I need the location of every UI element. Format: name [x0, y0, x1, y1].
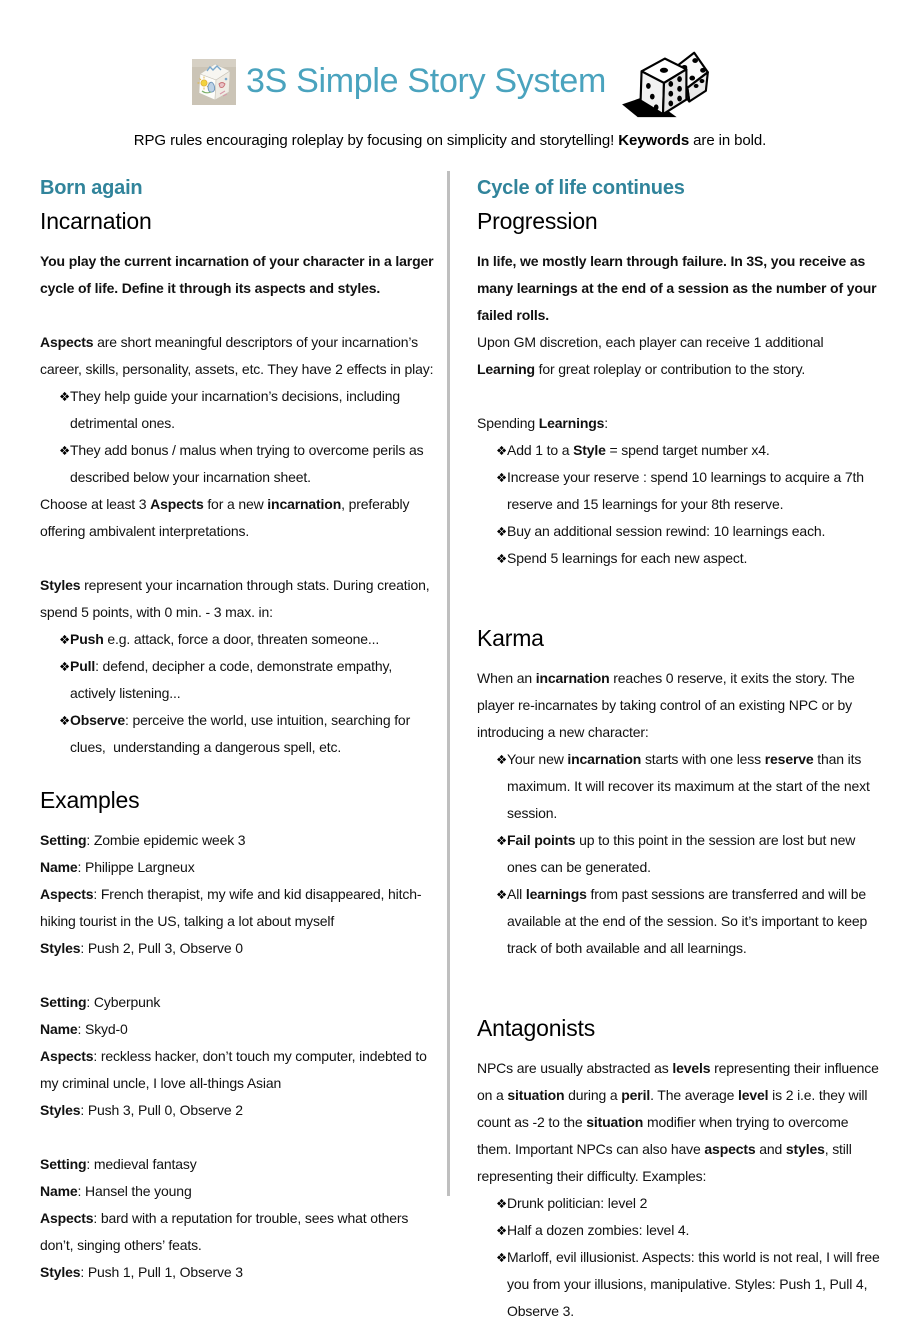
text-run: Add 1 to a	[507, 442, 574, 458]
bullet-text	[507, 545, 882, 572]
keyword-bold: levels	[672, 1060, 711, 1076]
bullet-text	[507, 1244, 882, 1325]
text-run: : medieval fantasy	[86, 1156, 197, 1172]
keyword-bold: Name	[40, 859, 78, 875]
bullet-item	[40, 707, 440, 761]
subsection-heading: Examples	[40, 787, 140, 813]
text-run: represent your incarnation through stats. During creation, spend 5 points, with 0 min. - 3 max. in:	[40, 577, 434, 620]
keyword-bold: Styles	[40, 1264, 81, 1280]
text-run: Spending	[477, 415, 539, 431]
diamond-bullet-icon: ❖	[496, 551, 508, 566]
diamond-bullet-icon: ❖	[496, 524, 508, 539]
text-run: e.g. attack, force a door, threaten someone...	[103, 631, 380, 647]
keyword-bold: incarnation	[535, 670, 610, 686]
text-run: They help guide your incarnation’s decisions, including detrimental ones.	[70, 388, 404, 431]
document-subtitle	[0, 132, 900, 149]
dice-clipart-icon	[618, 44, 708, 120]
bullet-text	[70, 626, 440, 653]
bullet-item	[40, 653, 440, 707]
paragraph	[40, 1097, 440, 1124]
blank-line	[477, 572, 882, 599]
keyword-bold: Setting	[40, 832, 87, 848]
text-run: from past sessions are transferred and will be available at the end of the session. So it’s important to keep track of both available and all learnings.	[507, 886, 871, 956]
keyword-bold: Keywords	[618, 132, 690, 149]
diamond-bullet-icon: ❖	[496, 1196, 508, 1211]
bullet-item	[477, 827, 882, 881]
bullet-text	[507, 746, 882, 827]
bullet-text	[70, 707, 440, 761]
blank-line	[40, 1124, 440, 1151]
keyword-bold: Learning	[477, 361, 535, 377]
text-run: modifier when trying to overcome them. Important NPCs can also have	[477, 1114, 853, 1157]
text-run: NPCs are usually abstracted as	[477, 1060, 673, 1076]
text-run: representing their influence on a	[477, 1060, 883, 1103]
text-run: : perceive the world, use intuition, searching for clues, understanding a dangerous spell, etc.	[70, 712, 414, 755]
paragraph	[40, 1205, 440, 1259]
keyword-bold: Styles	[40, 940, 81, 956]
text-run: : Push 3, Pull 0, Observe 2	[80, 1102, 243, 1118]
bullet-text	[507, 1217, 882, 1244]
bullet-item	[40, 383, 440, 437]
text-run: You play the current incarnation of your character in a larger cycle of life. Define it through its aspects and styles.	[40, 253, 438, 296]
keyword-bold: Styles	[40, 1102, 81, 1118]
text-run: for a new	[203, 496, 268, 512]
text-run: at the end of a session as the number of your failed rolls.	[477, 280, 881, 323]
paragraph	[40, 1016, 440, 1043]
keyword-bold: reserve	[764, 751, 814, 767]
text-run: Drunk politician: level 2	[507, 1195, 648, 1211]
keyword-bold: incarnation	[567, 751, 642, 767]
document-header	[0, 0, 900, 120]
paragraph	[40, 935, 440, 962]
paragraph	[40, 1151, 440, 1178]
keyword-bold: Style	[573, 442, 606, 458]
text-run: : reckless hacker, don’t touch my computer, indebted to my criminal uncle, I love all-things Asian	[40, 1048, 431, 1091]
bullet-item	[40, 437, 440, 491]
keyword-bold: Aspects	[40, 1210, 94, 1226]
subsection-heading: Incarnation	[40, 208, 152, 234]
document-title: 3S Simple Story System	[246, 62, 606, 101]
blank-line	[40, 545, 440, 572]
paragraph	[40, 827, 440, 854]
bullet-text	[507, 518, 882, 545]
text-run: : bard with a reputation for trouble, sees what others don’t, singing others’ feats.	[40, 1210, 413, 1253]
paragraph	[40, 1043, 440, 1097]
diamond-bullet-icon: ❖	[59, 713, 71, 728]
bullet-item	[40, 626, 440, 653]
paragraph	[477, 410, 882, 437]
right-column	[477, 171, 884, 1319]
bullet-item	[477, 881, 882, 962]
paragraph	[477, 1055, 882, 1190]
bullet-item	[477, 1190, 882, 1217]
keyword-bold: situation	[507, 1087, 565, 1103]
text-run: Choose at least 3	[40, 496, 151, 512]
text-run: than its maximum. It will recover its maximum at the start of the next session.	[507, 751, 874, 821]
paragraph	[40, 491, 440, 545]
diamond-bullet-icon: ❖	[496, 887, 508, 902]
text-run: Half a dozen zombies: level 4.	[507, 1222, 690, 1238]
text-run: is 2 i.e. they will count as -2 to the	[477, 1087, 872, 1130]
text-run: during a	[564, 1087, 622, 1103]
text-run: up to this point in the session are lost but new ones can be generated.	[507, 832, 859, 875]
text-run: RPG rules encouraging roleplay by focusing on simplicity and storytelling!	[133, 132, 619, 149]
text-run: In life, we mostly learn through failure. In 3S, you receive as many	[477, 253, 869, 296]
subsection-heading: Progression	[477, 208, 598, 234]
keyword-bold: Name	[40, 1183, 78, 1199]
text-run: are in bold.	[689, 132, 767, 149]
subsection-heading: Karma	[477, 625, 544, 651]
text-run: , still representing their difficulty. Examples:	[477, 1141, 856, 1184]
diamond-bullet-icon: ❖	[496, 470, 508, 485]
text-run: Marloff, evil illusionist. Aspects: this world is not real, I will free you from your illusions, manipulative. Styles: Push 1, Pull 4, Observe 3.	[507, 1249, 884, 1319]
keyword-bold: aspects	[704, 1141, 756, 1157]
text-run: : French therapist, my wife and kid disappeared, hitch-hiking tourist in the US, talking a lot about myself	[40, 886, 422, 929]
blank-line	[40, 962, 440, 989]
paragraph	[40, 1178, 440, 1205]
paragraph	[40, 881, 440, 935]
left-column	[40, 171, 440, 1280]
bullet-item	[477, 545, 882, 572]
subsection-heading: Antagonists	[477, 1015, 595, 1041]
bullet-item	[477, 464, 882, 518]
keyword-bold: Fail points	[507, 832, 576, 848]
diamond-bullet-icon: ❖	[59, 632, 71, 647]
keyword-bold: Observe	[70, 712, 125, 728]
bullet-item	[477, 746, 882, 827]
keyword-bold: styles	[785, 1141, 825, 1157]
bullet-text	[70, 383, 440, 437]
text-run: They add bonus / malus when trying to overcome perils as described below your incarnation sheet.	[70, 442, 428, 485]
keyword-bold: Aspects	[40, 334, 94, 350]
bullet-text	[70, 437, 440, 491]
section-heading: Cycle of life continues	[477, 177, 685, 199]
text-run: When an	[477, 670, 536, 686]
text-run: : Philippe Largneux	[77, 859, 195, 875]
blank-line	[477, 383, 882, 410]
keyword-bold: Setting	[40, 1156, 87, 1172]
text-run: reaches 0 reserve, it exits the story. The player re-incarnates by taking control of an existing NPC or by introducing a new character:	[477, 670, 859, 740]
story-cube-photo	[192, 59, 236, 105]
paragraph	[40, 572, 440, 626]
bullet-text	[507, 437, 882, 464]
diamond-bullet-icon: ❖	[496, 443, 508, 458]
keyword-bold: Aspects	[40, 886, 94, 902]
keyword-bold: Push	[70, 631, 104, 647]
text-run: Increase your reserve : spend 10 learnings to acquire a 7th reserve and 15 learnings for your 8th reserve.	[507, 469, 868, 512]
text-run: : Zombie epidemic week 3	[86, 832, 246, 848]
text-run: : Push 1, Pull 1, Observe 3	[80, 1264, 243, 1280]
paragraph	[40, 248, 440, 302]
keyword-bold: learnings	[516, 280, 578, 296]
keyword-bold: Styles	[40, 577, 81, 593]
bullet-item	[477, 1217, 882, 1244]
diamond-bullet-icon: ❖	[496, 752, 508, 767]
keyword-bold: Name	[40, 1021, 78, 1037]
text-run: : Push 2, Pull 3, Observe 0	[80, 940, 243, 956]
keyword-bold: Setting	[40, 994, 87, 1010]
text-run: All	[507, 886, 526, 902]
bullet-item	[477, 1244, 882, 1325]
keyword-bold: peril	[621, 1087, 651, 1103]
text-run: , preferably offering ambivalent interpretations.	[40, 496, 414, 539]
keyword-bold: situation	[586, 1114, 644, 1130]
bullet-text	[507, 827, 882, 881]
text-run: : Hansel the young	[77, 1183, 192, 1199]
paragraph	[40, 329, 440, 383]
text-run: Upon GM discretion, each player can receive 1 additional	[477, 334, 828, 350]
text-run: : Cyberpunk	[86, 994, 161, 1010]
bullet-text	[507, 1190, 882, 1217]
bullet-text	[70, 653, 440, 707]
bullet-text	[507, 881, 882, 962]
blank-line	[477, 962, 882, 989]
text-run: starts with one less	[641, 751, 765, 767]
text-run: are short meaningful descriptors of your incarnation’s career, skills, personality, assets, etc. They have 2 effects in play:	[40, 334, 434, 377]
text-run: = spend target number x4.	[605, 442, 770, 458]
text-run: Spend 5 learnings for each new aspect.	[507, 550, 748, 566]
paragraph	[40, 854, 440, 881]
paragraph	[477, 329, 882, 383]
paragraph	[477, 248, 882, 329]
paragraph	[40, 1259, 440, 1286]
diamond-bullet-icon: ❖	[59, 659, 71, 674]
keyword-bold: Learnings	[538, 415, 605, 431]
keyword-bold: level	[738, 1087, 769, 1103]
keyword-bold: Aspects	[150, 496, 204, 512]
diamond-bullet-icon: ❖	[496, 833, 508, 848]
bullet-text	[507, 464, 882, 518]
paragraph	[40, 989, 440, 1016]
diamond-bullet-icon: ❖	[59, 389, 71, 404]
keyword-bold: incarnation	[267, 496, 342, 512]
text-run: . The average	[650, 1087, 739, 1103]
diamond-bullet-icon: ❖	[496, 1250, 508, 1265]
text-run: for great roleplay or contribution to the story.	[534, 361, 806, 377]
section-heading: Born again	[40, 177, 143, 199]
keyword-bold: Pull	[70, 658, 96, 674]
text-run: : Skyd-0	[77, 1021, 128, 1037]
column-divider	[447, 171, 450, 1196]
keyword-bold: learnings	[525, 886, 587, 902]
blank-line	[40, 302, 440, 329]
two-column-layout	[0, 171, 900, 1319]
bullet-item	[477, 518, 882, 545]
bullet-item	[477, 437, 882, 464]
text-run: :	[604, 415, 609, 431]
diamond-bullet-icon: ❖	[59, 443, 71, 458]
text-run: Buy an additional session rewind: 10 learnings each.	[507, 523, 826, 539]
text-run: : defend, decipher a code, demonstrate empathy, actively listening...	[70, 658, 396, 701]
keyword-bold: Aspects	[40, 1048, 94, 1064]
diamond-bullet-icon: ❖	[496, 1223, 508, 1238]
paragraph	[477, 665, 882, 746]
text-run: Your new	[507, 751, 568, 767]
text-run: and	[755, 1141, 786, 1157]
